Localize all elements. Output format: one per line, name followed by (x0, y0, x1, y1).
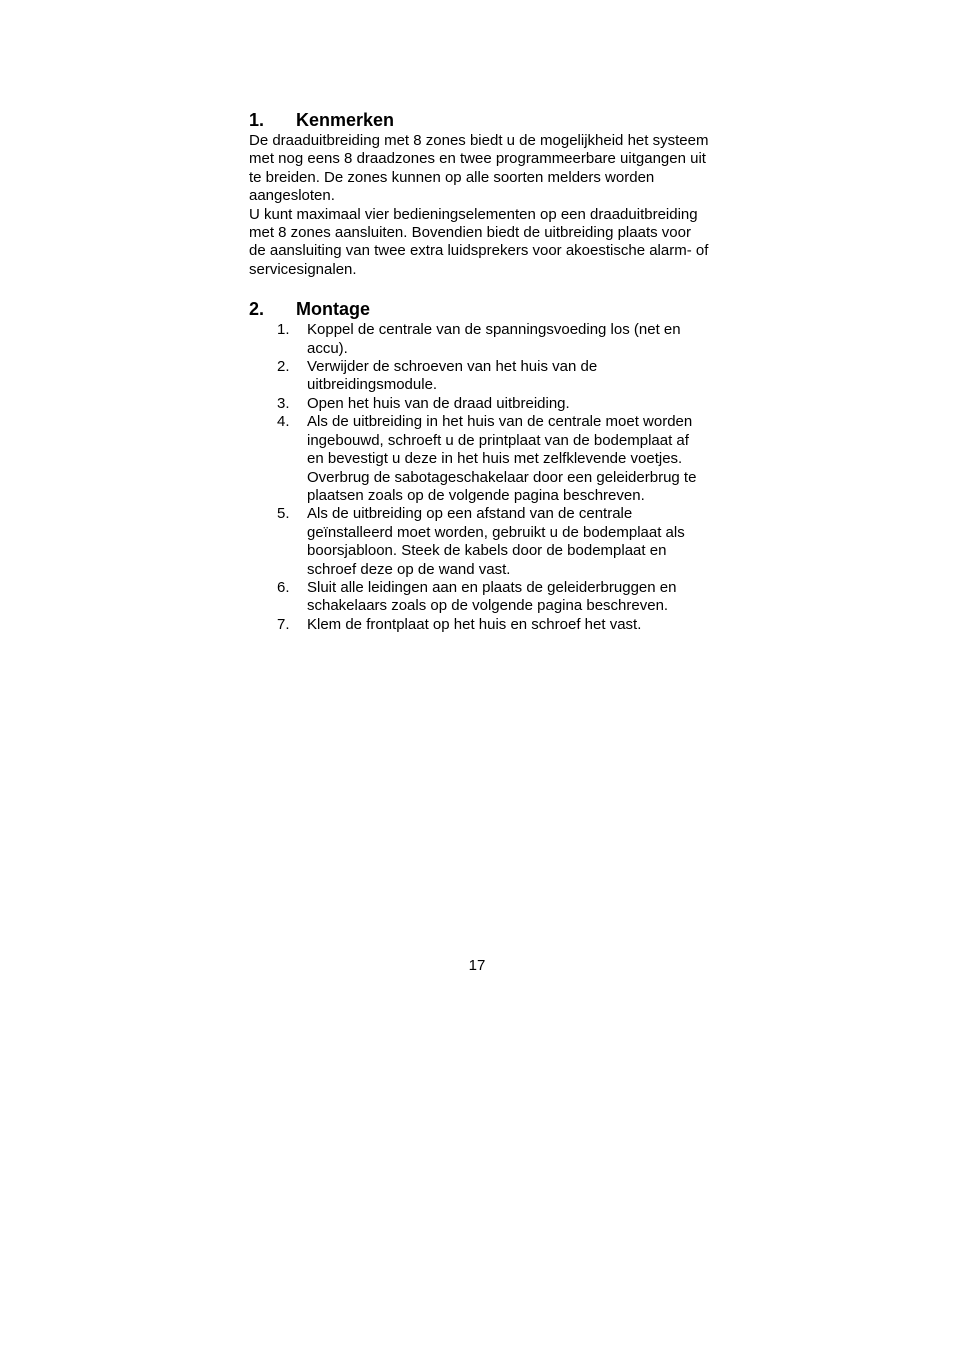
step-number: 6. (277, 578, 290, 596)
step-text: Als de uitbreiding op een afstand van de centrale geïnstalleerd moet worden, gebruikt u de bodemplaat als boorsjabloon. Steek de kabels door de bodemplaat en schroef deze op de wand vast. (307, 505, 685, 578)
list-item (249, 579, 709, 616)
list-item (249, 616, 709, 634)
list-item (249, 413, 709, 505)
step-number: 2. (277, 358, 290, 376)
document-page (249, 108, 709, 634)
step-text: Open het huis van de draad uitbreiding. (307, 394, 570, 412)
section-number: 2. (249, 299, 265, 320)
list-item (249, 395, 709, 413)
step-number: 1. (277, 321, 290, 339)
page-number: 17 (468, 957, 486, 974)
section-montage (249, 297, 709, 634)
list-item (249, 505, 709, 579)
section-heading-montage (249, 297, 709, 321)
section-title: Montage (296, 299, 370, 320)
section-kenmerken (249, 108, 709, 279)
paragraph: U kunt maximaal vier bedieningselementen op een draaduitbreiding met 8 zones aansluiten. Bovendien biedt de uitbreiding plaats voor de aansluiting van twee extra luidsprekers voor akoestische alarm- of servicesignalen. (249, 205, 709, 278)
step-number: 4. (277, 413, 290, 431)
section-heading-kenmerken (249, 108, 709, 132)
step-number: 3. (277, 394, 290, 412)
paragraph: De draaduitbreiding met 8 zones biedt u de mogelijkheid het systeem met nog eens 8 draadzones en twee programmeerbare uitgangen uit te breiden. De zones kunnen op alle soorten melders worden aangesloten. (249, 132, 709, 205)
step-text: Verwijder de schroeven van het huis van de uitbreidingsmodule. (307, 358, 598, 394)
section-number: 1. (249, 110, 265, 130)
step-text: Koppel de centrale van de spanningsvoeding los (net en accu). (307, 321, 681, 357)
step-text: Klem de frontplaat op het huis en schroef het vast. (307, 615, 642, 633)
montage-steps-list (249, 321, 709, 634)
section-title: Kenmerken (296, 110, 395, 130)
list-item (249, 358, 709, 395)
list-item (249, 321, 709, 358)
step-number: 7. (277, 615, 290, 633)
step-text: Als de uitbreiding in het huis van de centrale moet worden ingebouwd, schroeft u de printplaat van de bodemplaat af en bevestigt u deze in het huis met zelfklevende voetjes. Overbrug de sabotageschakelaar door een geleiderbrug te plaatsen zoals op de volgende pagina beschreven. (307, 413, 697, 504)
step-text: Sluit alle leidingen aan en plaats de geleiderbruggen en schakelaars zoals op de volgende pagina beschreven. (307, 578, 677, 615)
step-number: 5. (277, 505, 290, 523)
